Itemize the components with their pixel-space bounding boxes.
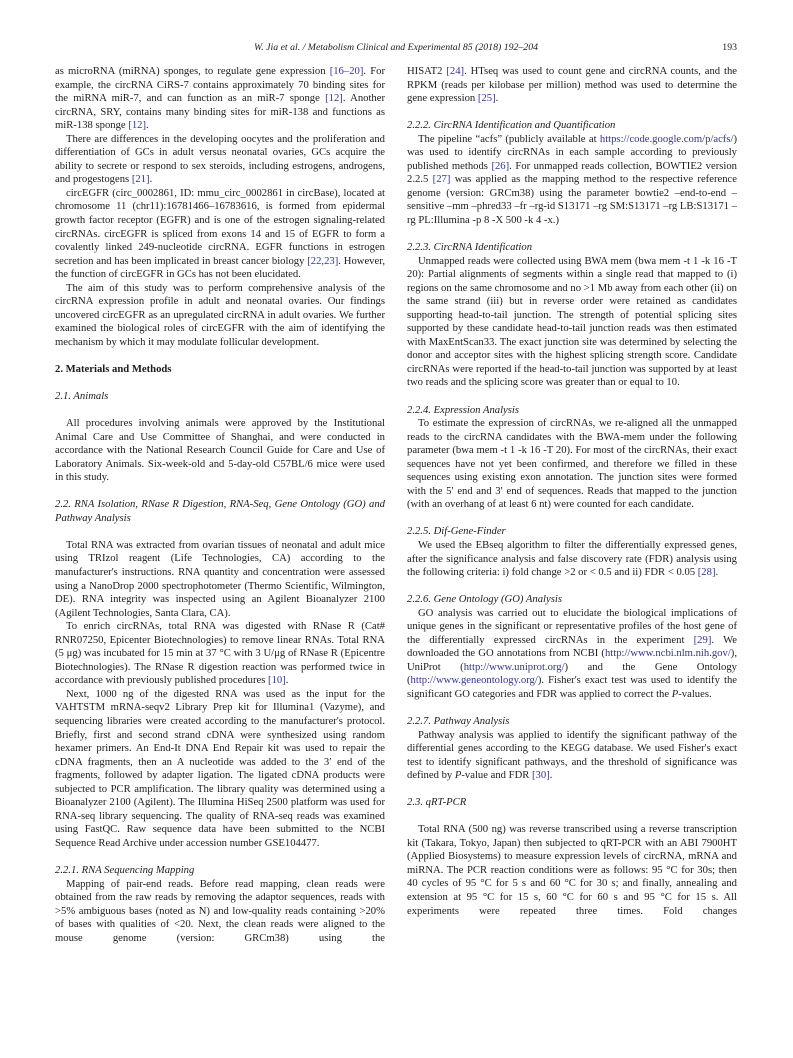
left-column [55, 65, 385, 945]
text-run: 2.3. qRT-PCR [407, 797, 467, 809]
citation-link[interactable]: [25] [477, 93, 496, 105]
text-run: 2.1. Animals [55, 391, 109, 403]
text-run: . [715, 567, 719, 579]
subsubsection-heading [407, 593, 737, 607]
text-run: P [671, 688, 679, 700]
text-run: GO analysis was carried out to elucidate the biological implications of unique genes in the significant or representative profiles of the host gene of the differentially expressed circRNAs in the experiment [407, 607, 737, 646]
text-run: -values. [678, 688, 712, 700]
right-column [407, 65, 737, 945]
citation-link[interactable]: [12] [325, 93, 343, 105]
text-run: 2. Materials and Methods [55, 363, 172, 375]
citation-link[interactable]: [16–20] [329, 66, 364, 77]
text-run: There are differences in the developing oocytes and the proliferation and differentiation of GCs in adult versus neonatal ovaries, GCs acquire the ability to secrete or respond to sex steroids, including estrogens, androgens, and progestogens [55, 133, 385, 186]
text-run: The pipeline “acfs” (publicly available at [418, 133, 600, 145]
citation-link[interactable]: [21] [131, 174, 150, 186]
text-run: Total RNA was extracted from ovarian tissues of neonatal and adult mice using TRIzol reagent (Life Technologies, CA) according to the manufacturer's instructions. RNA quantity and concentration were assessed using a NanoDrop 2000 spectrophotometer (Thermo Scientific, Wilmington, DE). RNA integrity was inspected using an Agilent Bioanalyzer 2100 (Agilent Technologies, Santa Clara, CA). [55, 539, 385, 619]
text-run: as microRNA (miRNA) sponges, to regulate gene expression [55, 66, 330, 77]
paragraph [407, 65, 737, 106]
page-number: 193 [722, 42, 737, 53]
citation-link[interactable]: [30] [532, 770, 550, 782]
text-run: To enrich circRNAs, total RNA was digested with RNase R (Cat# RNR07250, Epicenter Biotechnologies) to remove linear RNAs. Total RNA (5 μg) was incubated for 15 min at 37 °C with 3 U/μg of RNase R (Epicentre Biotechnologies). The RNase R digestion reaction was performed twice in accordance with previously published procedures [55, 621, 385, 687]
text-run: Pathway analysis was applied to identify the significant pathway of the differential genes according to the KEGG database. We used Fisher's exact test to identify significant pathways, and the threshold of significance was defined by [407, 729, 737, 782]
paragraph [55, 65, 385, 133]
text-run: -value and FDR [461, 770, 533, 782]
subsection-heading [55, 390, 385, 404]
citation-link[interactable]: [24] [446, 66, 465, 77]
paragraph [407, 255, 737, 390]
url-link[interactable]: https://code.google.com/p/acfs/ [599, 133, 734, 145]
citation-link[interactable]: [10] [268, 675, 286, 687]
text-run: Total RNA (500 ng) was reverse transcribed using a reverse transcription kit (Takara, Tokyo, Japan) then subjected to qRT-PCR with an ABI 7900HT (Applied Biosystems) to measure expression levels of circRNA, mRNA and miRNA. The PCR reaction conditions were as follows: 95 °C for 30s; then 40 cycles of 95 °C for 5 s and 60 °C for 30 s; and finally, annealing and extension at 95 °C for 15 s, 60 °C for 60 s and 95 °C for 15 s. All experiments were repeated three times. Fold changes [407, 824, 737, 917]
subsubsection-heading [407, 404, 737, 418]
text-run: We used the EBseq algorithm to filter the differentially expressed genes, after the significance analysis and false discovery rate (FDR) analysis using the following criteria: i) fold change >2 or < 0.5 and ii) FDR < 0.05 [407, 539, 737, 579]
text-run: 2.2.2. CircRNA Identification and Quantification [407, 120, 616, 132]
paragraph [407, 729, 737, 783]
text-run: ) and the Gene Ontology ( [407, 661, 738, 687]
subsection-heading [407, 796, 737, 810]
text-run: To estimate the expression of circRNAs, we re-aligned all the unmapped reads to the circRNA candidates with the BWA-mem under the following parameter (bwa mem -t 1 -k 16 -T 20). For most of the circRNAs, their exact sequences have not yet been confirmed, and therefore we filled in these sequences using existing exon annotation. The junction sites were formed with the 5′ end and 3′ end of sequences. Reads that mapped to the junction (with an overhang of at least 6 nt) were counted for each candidate. [407, 418, 737, 511]
text-run: . [495, 93, 499, 105]
url-link[interactable]: http://www.ncbi.nlm.nih.gov/ [604, 648, 731, 660]
subsubsection-heading [407, 525, 737, 539]
text-run: 2.2.6. Gene Ontology (GO) Analysis [407, 594, 562, 606]
paragraph [407, 133, 737, 228]
text-run: was applied as the mapping method to the respective reference genome (version: GRCm38) using the parameter bowtie2 –end-to-end –sensitive –mm –phred33 –fr –rg-id S13171 –rg SM:S13171 –rg LB:S13171 –rg PL:Illumina -p 8 -X 500 -k 4 -x.) [407, 174, 737, 226]
url-link[interactable]: http://www.uniprot.org/ [463, 661, 565, 673]
citation-link[interactable]: [26] [491, 160, 510, 172]
text-run: 2.2.3. CircRNA Identification [407, 242, 533, 254]
text-run: 2.2.7. Pathway Analysis [407, 715, 510, 727]
text-run: All procedures involving animals were approved by the Institutional Animal Care and Use Committee of Shanghai, and were conducted in accordance with the National Research Council Guide for Care and Use of Laboratory Animals. Six-week-old and 5-day-old C57BL/6 mice were used in this study. [55, 418, 385, 484]
citation-link[interactable]: [27] [432, 174, 451, 186]
two-column-body [55, 65, 737, 945]
subsubsection-heading [407, 119, 737, 133]
text-run: 2.2.4. Expression Analysis [407, 404, 520, 416]
paragraph [407, 607, 737, 702]
text-run: . [146, 120, 149, 132]
text-run: ). Fisher's exact test was used to identify the significant GO categories and FDR was applied to correct the [407, 675, 737, 700]
text-run: . [285, 675, 289, 687]
paragraph [407, 417, 737, 512]
citation-link[interactable]: [12] [128, 120, 147, 132]
text-run: . For example, the circRNA CiRS-7 contains approximately 70 binding sites for the miRNA miR-7, and can function as an miR-7 sponge [55, 66, 385, 105]
subsection-heading [55, 498, 385, 525]
text-run: Next, 1000 ng of the digested RNA was used as the input for the VAHTSTM mRNA-seqv2 Library Prep kit for Illumina1 (Vazyme), and sequencing libraries were created according to the manufacturer's protocol. Briefly, first and second strand cDNA were synthesized using random hexamer primers. An End-It DNA End Repair kit was used to repair the cDNA fragments, then an A nucleotide was added to the 3′ end of the fragments, followed by adapter ligation. The ligated cDNA products were subjected to PCR amplification. The library quality was determined using a Bioanalyzer 2100 (Agilent). The Illumina HiSeq 2500 platform was used for RNA-seq library sequencing. The quality of RNA-seq reads was examined using FastQC. Raw sequence data have been submitted to the NCBI Sequence Read Archive under accession number GSE104477. [55, 688, 385, 849]
text-run: HISAT2 [407, 66, 447, 77]
text-run: . However, the function of circEGFR in GCs has not been elucidated. [55, 255, 385, 281]
citation-link[interactable]: [29] [693, 634, 712, 646]
text-run: P [454, 770, 462, 782]
paragraph [407, 539, 737, 580]
paragraph [55, 688, 385, 851]
running-head: W. Jia et al. / Metabolism Clinical and Experimental 85 (2018) 192–204 [254, 42, 538, 53]
text-run: circEGFR (circ_0002861, ID: mmu_circ_0002861 in circBase), located at chromosome 11 (chr11):16781466–16783616, is formed from epidermal growth factor receptor (EGFR) and is one of the estrogen signaling-related circRNAs. circEGFR is spliced from exons 14 and 15 of EGFR to form a covalently linked 249-nucleotide circRNA. EGFR functions in estrogen secretion and has been implicated in breast cancer biology [55, 187, 385, 267]
text-run: . [549, 770, 553, 782]
text-run: ) was used to identify circRNAs in each sample according to previously published methods [407, 133, 737, 172]
subsubsection-heading [407, 241, 737, 255]
text-run: Mapping of pair-end reads. Before read mapping, clean reads were obtained from the raw reads by removing the adaptor sequences, reads with >5% ambiguous bases (noted as N) and low-quality reads containing >20% of bases with qualities of <20. Next, the clean reads were aligned to the mouse genome (version: GRCm38) using the [55, 878, 385, 944]
subsubsection-heading [55, 864, 385, 878]
text-run: . For unmapped reads collection, BOWTIE2 version 2.2.5 [407, 160, 737, 186]
text-run: The aim of this study was to perform comprehensive analysis of the circRNA expression profile in adult and neonatal ovaries. Our findings uncovered circEGFR as an upregulated circRNA in adult ovaries. We further examined the biological roles of circEGFR with the aim of identifying the mechanism by which it may modulate follicular development. [55, 282, 385, 348]
text-run: . We downloaded the GO annotations from NCBI ( [407, 634, 737, 660]
text-run: 2.2. RNA Isolation, RNase R Digestion, RNA-Seq, Gene Ontology (GO) and Pathway Analysis [55, 499, 385, 524]
paragraph [55, 282, 385, 350]
paragraph [55, 417, 385, 485]
paragraph [55, 878, 385, 946]
url-link[interactable]: http://www.geneontology.org/ [410, 675, 538, 687]
text-run: ), UniProt ( [407, 648, 737, 673]
subsubsection-heading [407, 715, 737, 729]
paragraph [55, 539, 385, 620]
text-run: 2.2.5. Dif-Gene-Finder [407, 526, 506, 538]
text-run: 2.2.1. RNA Sequencing Mapping [55, 864, 195, 876]
text-run: Unmapped reads were collected using BWA mem (bwa mem -t 1 -k 16 -T 20): Partial alignments of segments within a single read that mapped to (i) regions on the same chromosome and no >1 Mb away from each other (ii) on the same strand (iii) but in reverse order were retained as candidates supporting head-to-tail junction. The strength of potential splicing sites supported by these candidate head-to-tail junction reads was then estimated with MaxEntScan33. The exact junction site was determined by selecting the donor and acceptor sites with the highest splicing strength score. Candidate circRNAs were reported if the head-to-tail junction was supported by at least two reads and the splicing score was greater than or equal to 10. [407, 255, 737, 389]
paragraph [55, 187, 385, 282]
citation-link[interactable]: [22,23] [307, 255, 339, 267]
text-run: . Another circRNA, SRY, contains many binding sites for miR-138 and functions as miR-138 sponge [55, 93, 385, 132]
paragraph [55, 620, 385, 688]
text-run: . [149, 174, 153, 186]
text-run: . HTseq was used to count gene and circRNA counts, and the RPKM (reads per kilobase per million) method was used to determine the gene expression [407, 66, 737, 105]
citation-link[interactable]: [28] [697, 567, 716, 579]
section-heading [55, 363, 385, 377]
paragraph [407, 823, 737, 918]
paragraph [55, 133, 385, 187]
